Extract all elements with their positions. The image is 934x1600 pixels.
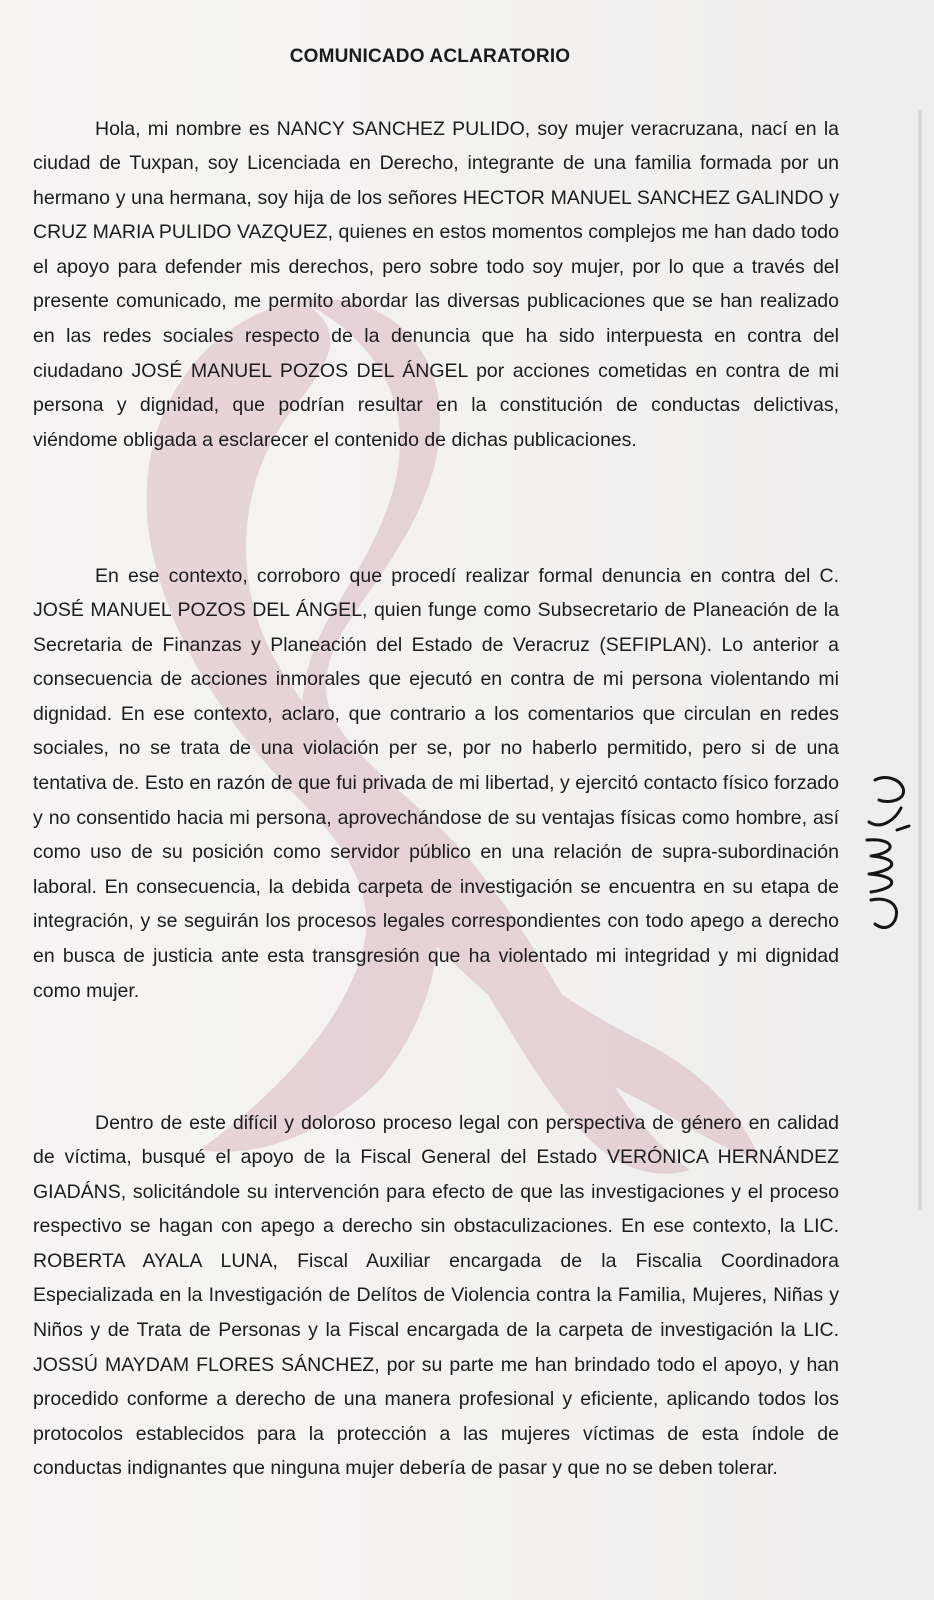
document-title: COMUNICADO ACLARATORIO [289,46,571,67]
paragraph-introduction: Hola, mi nombre es NANCY SANCHEZ PULIDO, soy mujer veracruzana, nací en la ciudad de Tuxpan, soy Licenciada en Derecho, integrante de una familia formada por un hermano y una hermana, soy hija de los señores HECTOR MANUEL SANCHEZ GALINDO y CRUZ MARIA PULIDO VAZQUEZ, quienes en estos momentos complejos me han dado todo el apoyo para defender mis derechos, pero sobre todo soy mujer, por lo que a través del presente comunicado, me permito abordar las diversas publicaciones que se han realizado en las redes sociales respecto de la denuncia que ha sido interpuesta en contra del ciudadano JOSÉ MANUEL POZOS DEL ÁNGEL por acciones cometidas en contra de mi persona y dignidad, que podrían resultar en la constitución de conductas delictivas, viéndome obligada a esclarecer el contenido de dichas publicaciones. [33,117,839,451]
handwritten-signature [855,760,915,940]
paragraph-complaint: En ese contexto, corroboro que procedí realizar formal denuncia en contra del C. JOSÉ MANUEL POZOS DEL ÁNGEL, quien funge como Subsecretario de Planeación de la Secretaria de Finanzas y Planeación del Estado de Veracruz (SEFIPLAN). Lo anterior a consecuencia de acciones inmorales que ejecutó en contra de mi persona violentando mi dignidad. En ese contexto, aclaro, que contrario a los comentarios que circulan en redes sociales, no se trata de una violación per se, por no haberlo permitido, pero si de una tentativa de. Esto en razón de que fui privada de mi libertad, y ejercitó contacto físico forzado y no consentido hacia mi persona, aprovechándose de su ventajas físicas como hombre, así como uso de su posición como servidor público en una relación de supra-subordinación laboral. En consecuencia, la debida carpeta de investigación se encuentra en su etapa de integración, y se seguirán los procesos legales correspondientes con todo apego a derecho en busca de justicia ante esta transgresión que ha violentado mi integridad y mi dignidad como mujer. [33,564,839,1002]
paragraph-legal-process: Dentro de este difícil y doloroso proceso legal con perspectiva de género en calidad de víctima, busqué el apoyo de la Fiscal General del Estado VERÓNICA HERNÁNDEZ GIADÁNS, solicitándole su intervención para efecto de que las investigaciones y el proceso respectivo se hagan con apego a derecho sin obstaculizaciones. En ese contexto, la LIC. ROBERTA AYALA LUNA, Fiscal Auxiliar encargada de la Fiscalia Coordinadora Especializada en la Investigación de Delítos de Violencia contra la Familia, Mujeres, Niñas y Niños y de Trata de Personas y la Fiscal encargada de la carpeta de investigación la LIC. JOSSÚ MAYDAM FLORES SÁNCHEZ, por su parte me han brindado todo el apoyo, y han procedido conforme a derecho de una manera profesional y eficiente, aplicando todos los protocolos establecidos para la protección a las mujeres víctimas de esta índole de conductas indignantes que ninguna mujer debería de pasar y que no se deben tolerar. [33,1111,839,1480]
paper-edge-shadow [918,110,922,1210]
